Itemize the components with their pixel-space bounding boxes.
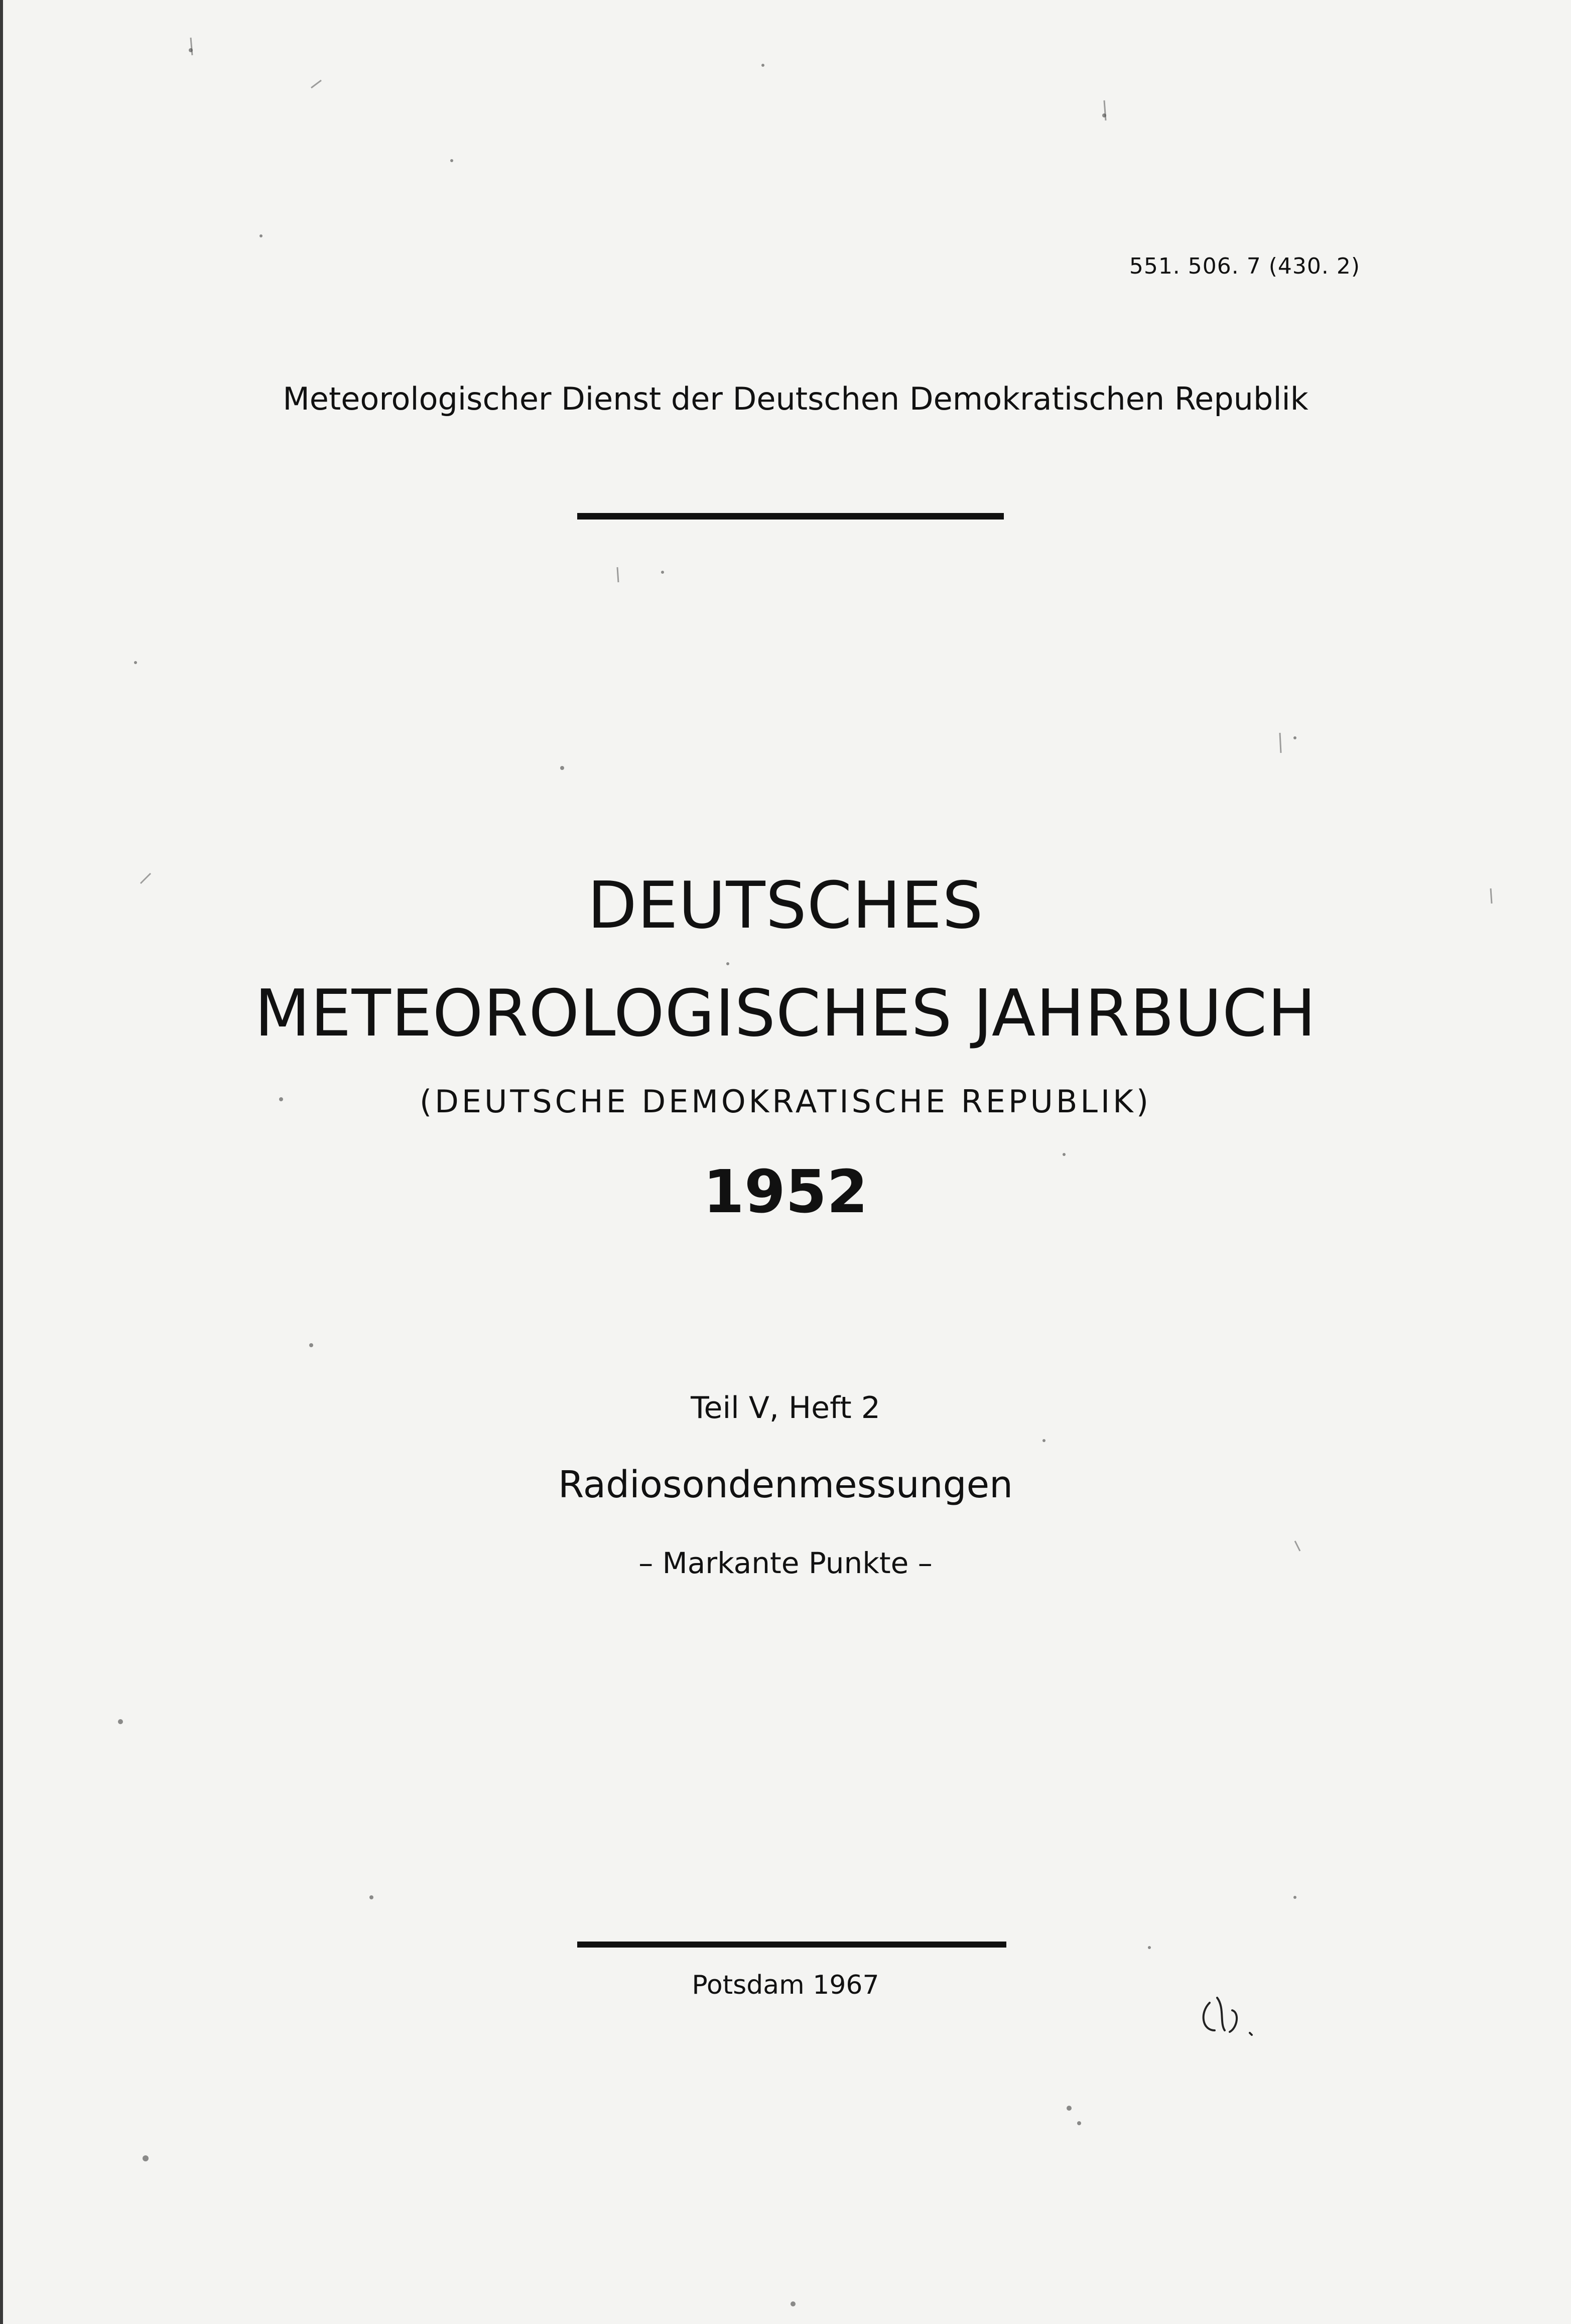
year: 1952 [703,1157,868,1226]
title-line-1: DEUTSCHES [587,868,984,943]
handwritten-mark [1195,1983,1270,2043]
title-line-2: METEOROLOGISCHES JAHRBUCH [254,976,1317,1051]
top-divider [577,513,1004,520]
section-note: – Markante Punkte – [638,1546,933,1580]
section-title: Radiosondenmessungen [558,1463,1013,1506]
bottom-divider [577,1942,1006,1948]
classification-number: 551. 506. 7 (430. 2) [1129,253,1360,279]
place-date: Potsdam 1967 [692,1970,879,2000]
subtitle: (DEUTSCHE DEMOKRATISCHE REPUBLIK) [419,1083,1152,1120]
part-issue: Teil V, Heft 2 [691,1390,880,1426]
organization-name: Meteorologischer Dienst der Deutschen Demokratischen Republik [283,380,1308,417]
